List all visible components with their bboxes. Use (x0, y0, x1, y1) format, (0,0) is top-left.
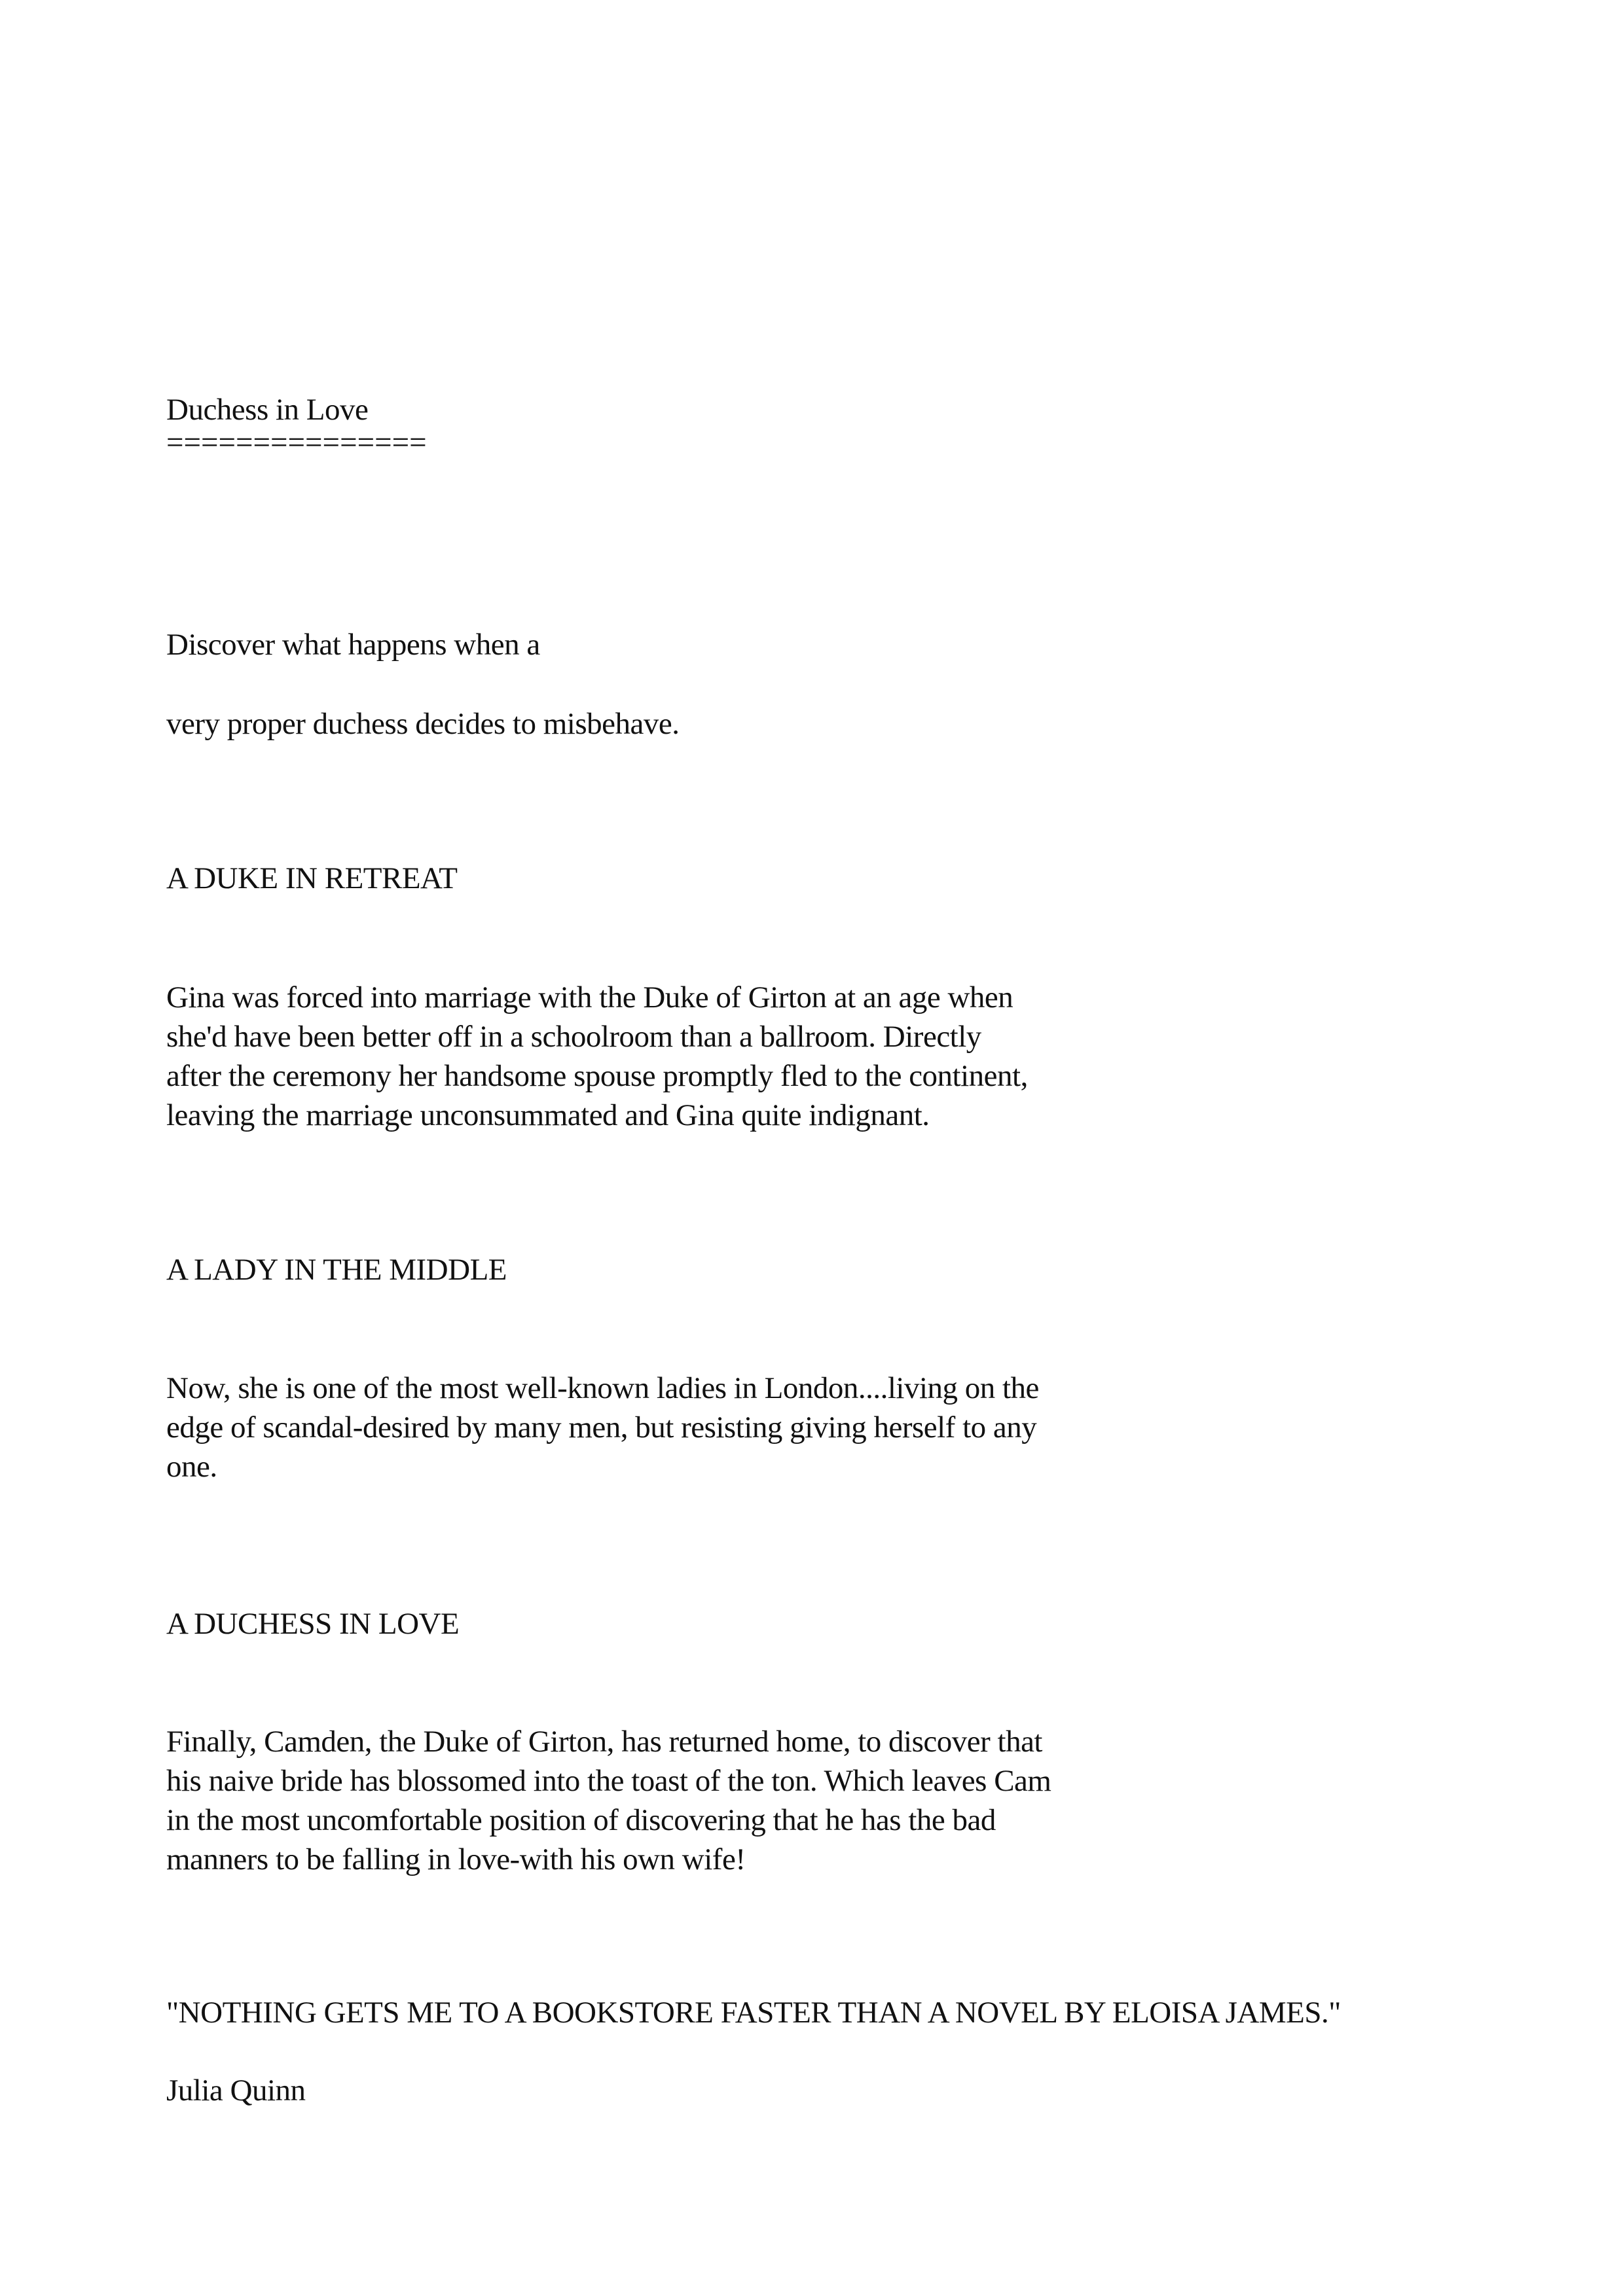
section-heading-duke-in-retreat: A DUKE IN RETREAT (166, 861, 458, 895)
body-line: Finally, Camden, the Duke of Girton, has returned home, to discover that (166, 1725, 1042, 1759)
body-line: Now, she is one of the most well-known ladies in London....living on the (166, 1371, 1039, 1405)
endorsement-quote: "NOTHING GETS ME TO A BOOKSTORE FASTER THAN A NOVEL BY ELOISA JAMES." (166, 1996, 1341, 2030)
body-line: his naive bride has blossomed into the toast of the ton. Which leaves Cam (166, 1764, 1051, 1798)
section-body-duchess-in-love (166, 1722, 1148, 1879)
tagline-line-1: Discover what happens when a (166, 628, 540, 662)
body-line: manners to be falling in love-with his own wife! (166, 1842, 746, 1876)
body-line: one. (166, 1450, 217, 1484)
body-line: leaving the marriage unconsummated and Gina quite indignant. (166, 1098, 930, 1132)
title-underline: =============== (166, 425, 427, 459)
tagline-line-2: very proper duchess decides to misbehave. (166, 707, 680, 741)
body-line: Gina was forced into marriage with the Duke of Girton at an age when (166, 980, 1013, 1014)
section-body-lady-in-the-middle (166, 1369, 1148, 1486)
section-heading-lady-in-the-middle: A LADY IN THE MIDDLE (166, 1253, 507, 1287)
body-line: edge of scandal-desired by many men, but resisting giving herself to any (166, 1410, 1037, 1444)
quote-author: Julia Quinn (166, 2073, 306, 2108)
section-body-duke-in-retreat (166, 978, 1148, 1135)
document-title: Duchess in Love (166, 393, 369, 427)
body-line: after the ceremony her handsome spouse promptly fled to the continent, (166, 1059, 1028, 1093)
body-line: she'd have been better off in a schoolroom than a ballroom. Directly (166, 1020, 981, 1054)
section-heading-duchess-in-love: A DUCHESS IN LOVE (166, 1607, 460, 1641)
body-line: in the most uncomfortable position of discovering that he has the bad (166, 1803, 996, 1837)
